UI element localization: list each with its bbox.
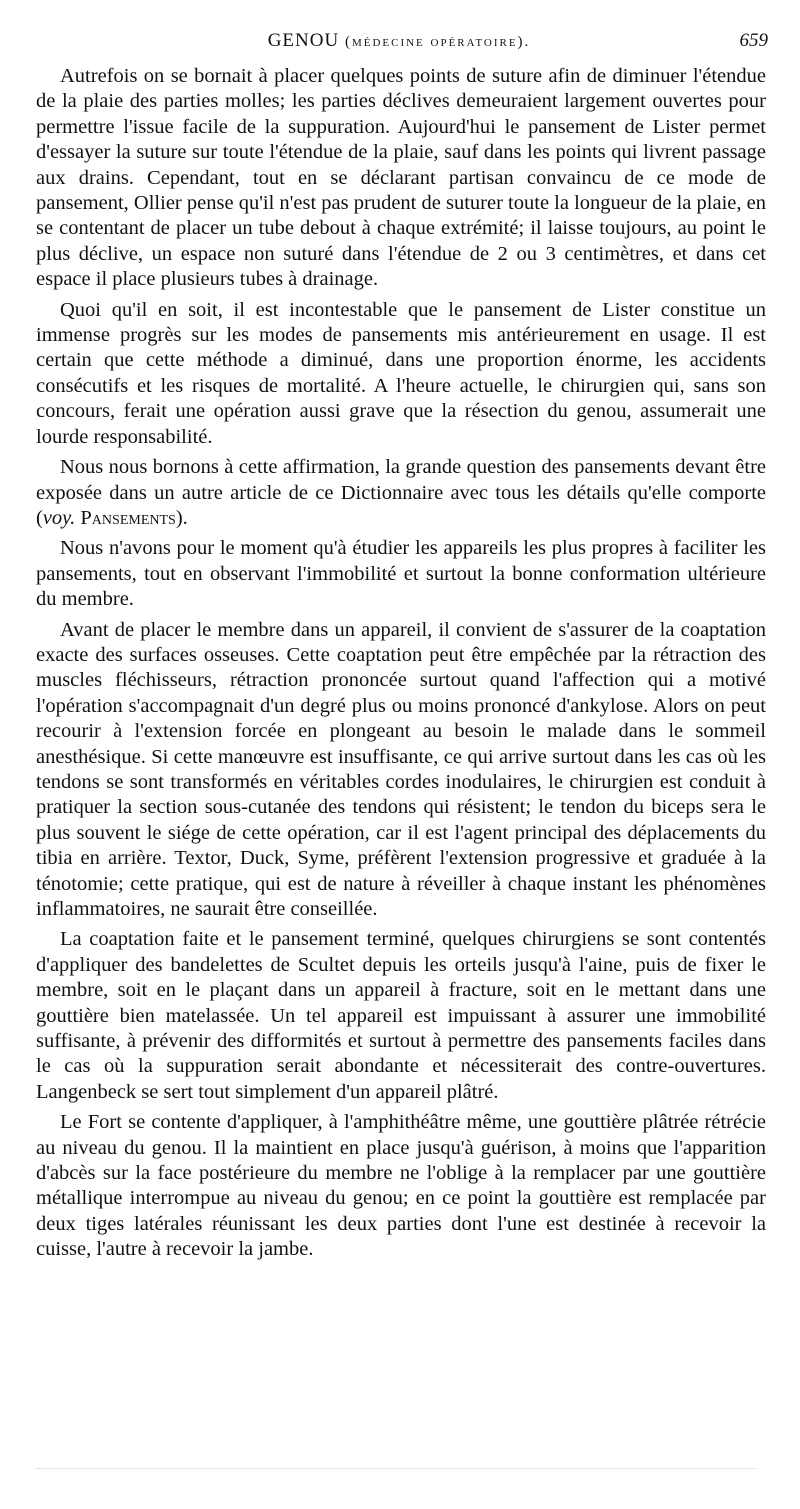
paragraph-appareils: Nous n'avons pour le moment qu'à étudier les appareils les plus propres à faciliter les pansements, tout en observant l'immobilité et surtout la bonne conformation ultérieure du membre. [36, 537, 766, 611]
paragraph-coaptation: Avant de placer le membre dans un appareil, il convient de s'assurer de la coaptation exacte des surfaces osseuses. Cette coaptation peut être empêchée par la rétraction des muscles fléchisseurs, rétraction prononcée surtout quand l'affection qui a motivé l'opération s'accompagnait d'un degré plus ou moins prononcé d'ankylose. Alors on peut recourir à l'extension forcée en plongeant au besoin le malade dans le sommeil anesthésique. Si cette manœuvre est insuffisante, ce qui arrive surtout dans les cas où les tendons se sont transformés en véritables cordes inodulaires, le chirurgien est conduit à pratiquer la section sous-cutanée des tendons qui résistent; le tendon du biceps sera le plus souvent le siége de cette opération, car il est l'agent principal des déplacements du tibia en arrière. Textor, Duck, Syme, préfèrent l'extension progressive et graduée à la ténotomie; cette pratique, qui est de nature à réveiller à chaque instant les phénomènes inflammatoires, ne saurait être conseillée. [36, 618, 766, 920]
running-head-subtitle: (médecine opératoire). [344, 34, 531, 50]
cross-reference-pansements: Pansements [80, 506, 176, 529]
bottom-bleed-through [36, 1468, 756, 1469]
running-head-title: GENOU [267, 30, 340, 51]
paragraph-le-fort: Le Fort se contente d'appliquer, à l'amphithéâtre même, une gouttière plâtrée rétrécie au niveau du genou. Il la maintient en place jusqu'à guérison, à moins que l'apparition d'abcès sur la face postérieure du membre ne l'oblige à la remplacer par une gouttière métallique interrompue au niveau du genou; en ce point la gouttière est remplacée par deux tiges latérales réunissant les deux parties dont l'une est destinée à recevoir la cuisse, l'autre à recevoir la jambe. [36, 1111, 766, 1261]
paragraph-lister: Quoi qu'il en soit, il est incontestable que le pansement de Lister constitue un immense progrès sur les modes de pansements mis antérieurement en usage. Il est certain que cette méthode a diminué, dans une proportion énorme, les accidents consécutifs et les risques de mortalité. A l'heure actuelle, le chirurgien qui, sans son concours, ferait une opération aussi grave que la résection du genou, assumerait une lourde responsabilité. [36, 298, 766, 448]
page-header [30, 30, 768, 60]
running-head [30, 30, 768, 52]
paragraph-affirmation-text: Nous nous bornons à cette affirmation, la grande question des pansements devant être exposée dans un autre article de ce Dictionnaire avec tous les détails qu'elle comporte [36, 456, 766, 504]
paragraph-affirmation: Nous nous bornons à cette affirmation, la grande question des pansements devant être exposée dans un autre article de ce Dictionnaire avec tous les détails qu'elle comporte (voy. Pansements). [36, 456, 766, 529]
cross-reference-voy: voy. [42, 506, 76, 529]
article-body [36, 64, 766, 1268]
paragraph-bandelettes: La coaptation faite et le pansement terminé, quelques chirurgiens se sont contentés d'appliquer des bandelettes de Scultet depuis les orteils jusqu'à l'aine, puis de fixer le membre, soit en le plaçant dans un appareil à fracture, soit en le mettant dans une gouttière bien matelassée. Un tel appareil est impuissant à assurer une immobilité suffisante, à prévenir des difformités et surtout à permettre des pansements faciles dans le cas où la suppuration serait abondante et nécessiterait des contre-ouvertures. Langenbeck se sert tout simplement d'un appareil plâtré. [36, 928, 766, 1103]
page-number: 659 [739, 30, 768, 51]
paragraph-suture: Autrefois on se bornait à placer quelques points de suture afin de diminuer l'étendue de la plaie des parties molles; les parties déclives demeuraient largement ouvertes pour permettre l'issue facile de la suppuration. Aujourd'hui le pansement de Lister permet d'essayer la suture sur toute l'étendue de la plaie, sauf dans les points qui livrent passage aux drains. Cependant, tout en se déclarant partisan convaincu de ce mode de pansement, Ollier pense qu'il n'est pas prudent de suturer toute la longueur de la plaie, en se contentant de placer un tube debout à chaque extrémité; il laisse toujours, au point le plus déclive, un espace non suturé dans l'étendue de 2 ou 3 centimètres, et dans cet espace il place plusieurs tubes à drainage. [36, 65, 766, 291]
